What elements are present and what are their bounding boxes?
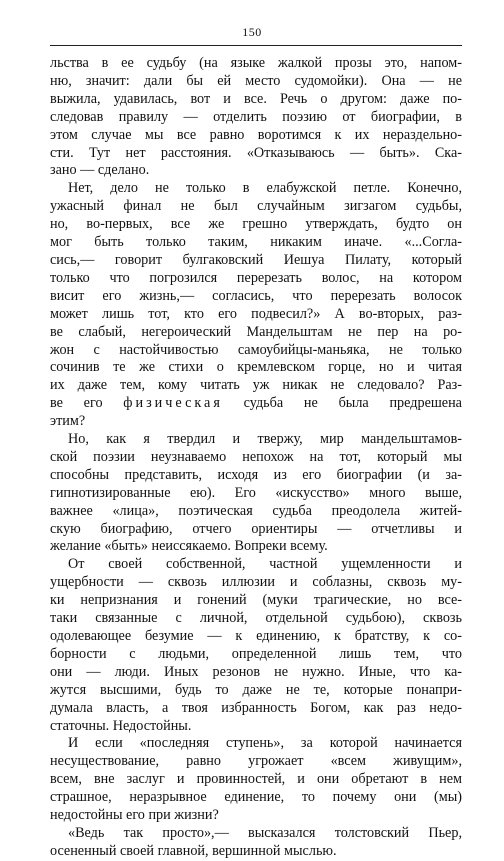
text-line: всем, вне заслуг и провинностей, и они обретают в нем bbox=[50, 771, 462, 788]
text-line: одолевающее безумие — к единению, к братству, к со- bbox=[50, 628, 462, 644]
text-line: статочны. Недостойны. bbox=[50, 717, 192, 734]
text-line: они — люди. Иных резонов не нужно. Иные, что ка- bbox=[50, 663, 462, 680]
text-line: ской поэзии неузнаваемо непохож на тот, который мы bbox=[50, 448, 462, 465]
text-line: «Ведь так просто»,— высказался толстовский Пьер, bbox=[68, 824, 462, 841]
paragraph-4 bbox=[50, 556, 462, 735]
text-line: их даже тем, кому читать уж никак не следовало? Раз- bbox=[50, 377, 462, 394]
text-line: ки непризнания и гонений (муки трагические, но все- bbox=[50, 592, 462, 609]
text-line: только что погрозился перерезать волос, на котором bbox=[50, 269, 462, 286]
text-line: жон с настойчивостью самоубийцы-маньяка, не только bbox=[50, 341, 462, 358]
text-line: ве слабый, негероический Мандельштам не пер на ро- bbox=[50, 323, 462, 340]
paragraph-1 bbox=[50, 55, 462, 180]
text-line: этом случае мы все равно воротимся к их нераздельно- bbox=[50, 126, 462, 143]
text-line-spaced bbox=[50, 395, 462, 413]
text-line: осененный своей главной, вершинной мыслью. bbox=[50, 842, 337, 859]
text-line: ущербности — сквозь иллюзии и соблазны, сквозь му- bbox=[50, 574, 462, 591]
header-rule bbox=[50, 45, 462, 46]
text-line: следовав правилу — отделить поэзию от биографии, в bbox=[50, 108, 462, 125]
body-text bbox=[50, 55, 462, 861]
text-line: желание «быть» неиссякаемо. Вопреки всему. bbox=[50, 538, 328, 555]
text-line: выжила, удавилась, вот и все. Речь о другом: даже по- bbox=[50, 90, 462, 107]
text-line: жутся высшими, будь то даже не те, которые понапри- bbox=[50, 681, 462, 698]
text-line: гипнотизированные ею). Его «искусство» много выше, bbox=[50, 484, 462, 501]
text-line: И если «последняя ступень», за которой начинается bbox=[68, 735, 462, 752]
text-line: сись,— говорит булгаковский Иешуа Пилату, который bbox=[50, 251, 462, 268]
text-line: От своей собственной, частной ущемленности и bbox=[68, 556, 462, 573]
paragraph-5 bbox=[50, 735, 462, 825]
text-line: Нет, дело не только в елабужской петле. Конечно, bbox=[68, 180, 462, 197]
text-line: сти. Тут нет расстояния. «Отказываюсь — быть». Ска- bbox=[50, 144, 462, 161]
text-line: борности с людьми, определенной лишь тем, что bbox=[50, 645, 462, 662]
text-line: мог быть только таким, никаким иначе. «...Согла- bbox=[50, 234, 462, 251]
text-line: может лишь тот, кто его подвесил?» А во-вторых, раз- bbox=[50, 305, 462, 322]
text-line: но, во-первых, все же грешно утверждать, будто он bbox=[50, 216, 462, 233]
text-line: зано — сделано. bbox=[50, 162, 150, 179]
page-number: 150 bbox=[242, 25, 262, 39]
paragraph-6 bbox=[50, 825, 462, 861]
text-line: сочинив те же стихи о кремлевском горце, но и читая bbox=[50, 359, 462, 376]
paragraph-2 bbox=[50, 180, 462, 431]
text-line: важнее «лица», поэтическая судьба преодолела житей- bbox=[50, 502, 462, 519]
text-segment: судьба не была предрешена bbox=[222, 395, 462, 412]
text-line: этим? bbox=[50, 413, 86, 430]
text-line: недостойны его при жизни? bbox=[50, 807, 219, 824]
emphasized-word: физическая bbox=[123, 395, 223, 412]
text-line: страшное, неразрывное единение, то почему они (мы) bbox=[50, 789, 462, 806]
text-line: ню, значит: дали бы ей место судомойки). Она — не bbox=[50, 72, 462, 89]
text-line: думала власть, а твоя избранность Богом, как раз недо- bbox=[50, 699, 462, 716]
text-line: Но, как я твердил и твержу, мир мандельштамов- bbox=[68, 431, 462, 448]
text-segment: ве его bbox=[50, 395, 124, 412]
text-line: скую биографию, отчего ориентиры — отчетливы и bbox=[50, 520, 462, 537]
paragraph-3 bbox=[50, 431, 462, 556]
text-line: ужасный финал не был случайным зигзагом судьбы, bbox=[50, 198, 462, 215]
text-line: висит его жизнь,— согласись, что перерезать волосок bbox=[50, 287, 462, 304]
text-line: льства в ее судьбу (на языке жалкой прозы это, напом- bbox=[50, 55, 462, 71]
text-line: таки связанные с личной, отдельной судьбою), сквозь bbox=[50, 610, 462, 627]
text-line: несуществование, равно угрожает «всем живущим», bbox=[50, 753, 462, 770]
text-line: способны представить, исходя из его биографии (и за- bbox=[50, 466, 462, 483]
